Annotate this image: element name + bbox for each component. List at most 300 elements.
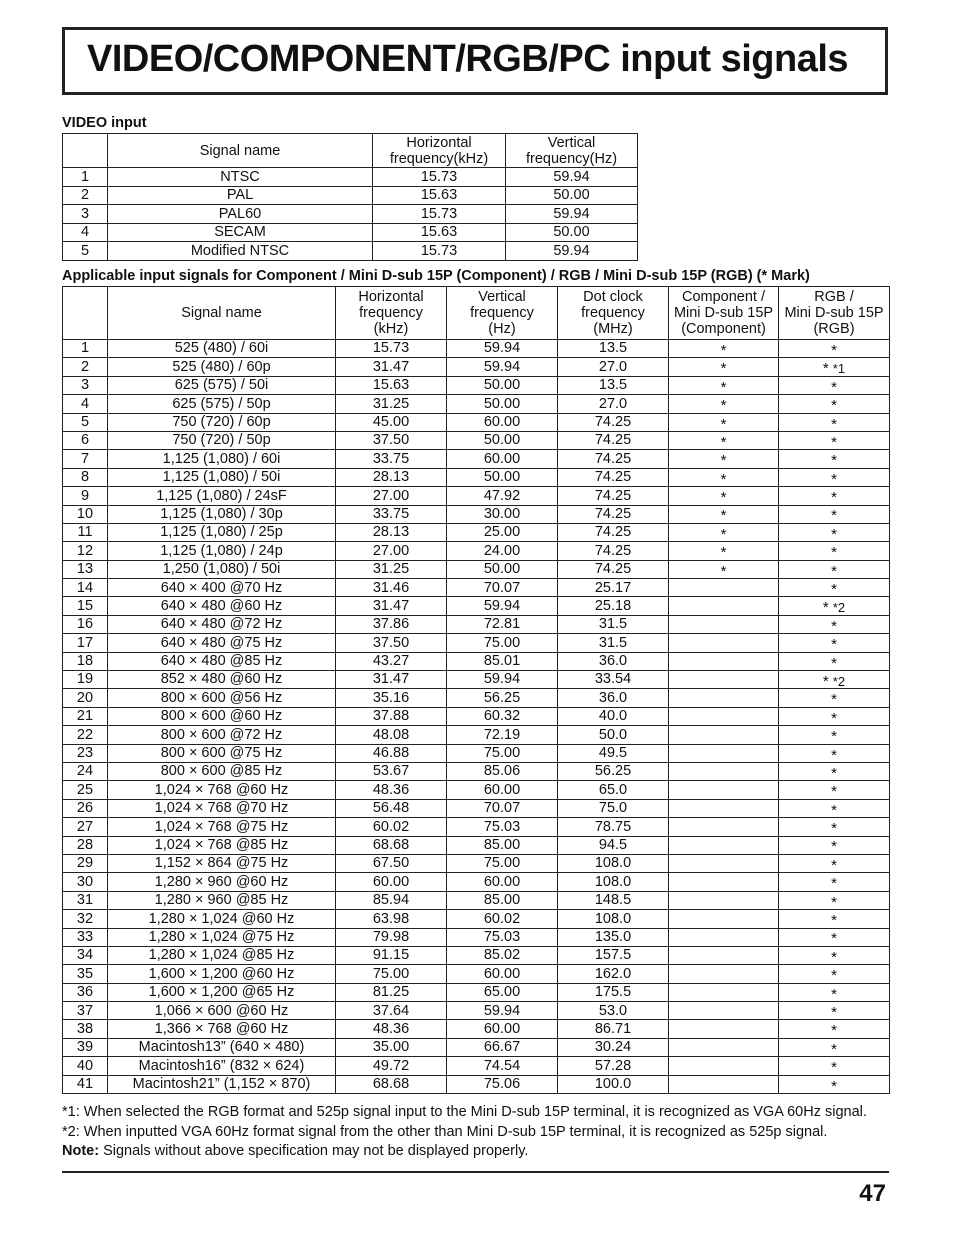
video-header-0	[63, 134, 108, 168]
component-signals-table	[62, 286, 890, 1094]
video-header-3: Vertical frequency(Hz)	[506, 134, 638, 168]
table-cell: 625 (575) / 50p	[108, 395, 336, 413]
table-cell: 1,125 (1,080) / 50i	[108, 468, 336, 486]
table-cell: 60.02	[447, 910, 558, 928]
footnote-ref: *2	[832, 673, 846, 689]
table-cell: 15.73	[373, 242, 506, 261]
mark-star: *	[720, 378, 727, 395]
table-cell: 1,125 (1,080) / 24p	[108, 542, 336, 560]
mark-star: *	[720, 525, 727, 542]
table-cell: 31.46	[336, 579, 447, 597]
table-cell: 85.06	[447, 762, 558, 780]
component-header-2: Horizontal frequency (kHz)	[336, 287, 447, 340]
rgb-mark-cell	[779, 1057, 890, 1075]
page-number: 47	[859, 1180, 886, 1207]
footer-rule	[62, 1171, 889, 1173]
table-cell: 75.06	[447, 1075, 558, 1093]
table-cell: 31	[63, 891, 108, 909]
table-cell: 60.02	[336, 818, 447, 836]
table-cell: 33.54	[558, 671, 669, 689]
mark-star: *	[720, 562, 727, 579]
component-mark-cell	[669, 762, 779, 780]
table-cell: 31.25	[336, 395, 447, 413]
component-header-5: Component / Mini D-sub 15P (Component)	[669, 287, 779, 340]
table-row	[63, 395, 890, 413]
mark-star: *	[831, 341, 837, 358]
table-cell: 525 (480) / 60p	[108, 358, 336, 376]
table-cell: 8	[63, 468, 108, 486]
component-mark-cell	[669, 340, 779, 358]
mark-star: *	[831, 930, 837, 947]
rgb-mark-cell	[779, 431, 890, 449]
table-cell: 800 × 600 @60 Hz	[108, 707, 336, 725]
table-cell: 85.00	[447, 836, 558, 854]
table-cell: 37.50	[336, 431, 447, 449]
table-cell: 59.94	[447, 340, 558, 358]
table-row	[63, 450, 890, 468]
mark-star: *	[831, 1040, 837, 1057]
table-cell: 31.5	[558, 615, 669, 633]
table-cell: 74.25	[558, 542, 669, 560]
footnote-2: *2: When inputted VGA 60Hz format signal from the other than Mini D-sub 15P terminal, it is recognized as 525p signal.	[62, 1123, 828, 1140]
table-cell: 1,280 × 960 @60 Hz	[108, 873, 336, 891]
table-cell: 148.5	[558, 891, 669, 909]
table-cell: 28.13	[336, 523, 447, 541]
table-cell: 625 (575) / 50i	[108, 376, 336, 394]
table-cell: 22	[63, 726, 108, 744]
table-row	[63, 468, 890, 486]
table-cell: 25	[63, 781, 108, 799]
table-cell: PAL	[108, 186, 373, 205]
table-cell: 72.19	[447, 726, 558, 744]
table-cell: 1,280 × 1,024 @60 Hz	[108, 910, 336, 928]
component-mark-cell	[669, 450, 779, 468]
table-row	[63, 168, 638, 187]
video-section-label: VIDEO input	[62, 115, 147, 131]
rgb-mark-cell	[779, 413, 890, 431]
table-cell: 59.94	[447, 358, 558, 376]
table-cell: 49.5	[558, 744, 669, 762]
table-cell: 800 × 600 @75 Hz	[108, 744, 336, 762]
table-cell: 640 × 480 @75 Hz	[108, 634, 336, 652]
rgb-mark-cell	[779, 910, 890, 928]
mark-star: *	[720, 452, 727, 469]
component-mark-cell	[669, 781, 779, 799]
table-cell: 75.00	[447, 634, 558, 652]
table-cell: 27.0	[558, 358, 669, 376]
table-cell: 2	[63, 186, 108, 205]
mark-star: *	[720, 470, 727, 487]
table-cell: 19	[63, 671, 108, 689]
rgb-mark-cell	[779, 340, 890, 358]
table-cell: 15.63	[373, 186, 506, 205]
table-cell: 50.00	[506, 186, 638, 205]
table-cell: 37.50	[336, 634, 447, 652]
component-mark-cell	[669, 744, 779, 762]
table-cell: 33	[63, 928, 108, 946]
table-cell: 36.0	[558, 652, 669, 670]
table-cell: 74.25	[558, 431, 669, 449]
component-mark-cell	[669, 487, 779, 505]
table-cell: 81.25	[336, 983, 447, 1001]
component-mark-cell	[669, 928, 779, 946]
table-row	[63, 431, 890, 449]
mark-star: *	[831, 801, 837, 818]
rgb-mark-cell	[779, 1038, 890, 1056]
table-row	[63, 597, 890, 615]
table-cell: 3	[63, 376, 108, 394]
table-row	[63, 523, 890, 541]
component-mark-cell	[669, 413, 779, 431]
note-line	[62, 1142, 867, 1162]
table-cell: 1,024 × 768 @60 Hz	[108, 781, 336, 799]
table-cell: 100.0	[558, 1075, 669, 1093]
rgb-mark-cell	[779, 726, 890, 744]
table-cell: Macintosh16” (832 × 624)	[108, 1057, 336, 1075]
title-box	[62, 27, 888, 95]
table-cell: 1,125 (1,080) / 60i	[108, 450, 336, 468]
rgb-mark-cell	[779, 965, 890, 983]
mark-star: *	[831, 397, 837, 414]
table-cell: 79.98	[336, 928, 447, 946]
table-cell: 75.00	[447, 854, 558, 872]
table-cell: 85.94	[336, 891, 447, 909]
rgb-mark-cell	[779, 579, 890, 597]
component-mark-cell	[669, 818, 779, 836]
component-header-row	[63, 287, 890, 340]
table-cell: 60.00	[447, 873, 558, 891]
mark-star: *	[720, 415, 727, 432]
table-cell: 28	[63, 836, 108, 854]
table-cell: 74.25	[558, 413, 669, 431]
table-cell: 50.00	[447, 560, 558, 578]
table-cell: 13	[63, 560, 108, 578]
component-mark-cell	[669, 597, 779, 615]
rgb-mark-cell	[779, 781, 890, 799]
table-cell: 1	[63, 168, 108, 187]
table-cell: 35.00	[336, 1038, 447, 1056]
table-cell: 57.28	[558, 1057, 669, 1075]
mark-star: *	[831, 378, 837, 395]
table-cell: 24.00	[447, 542, 558, 560]
rgb-mark-cell	[779, 762, 890, 780]
table-cell: 108.0	[558, 873, 669, 891]
table-cell: 1,366 × 768 @60 Hz	[108, 1020, 336, 1038]
table-cell: 74.25	[558, 560, 669, 578]
table-cell: 78.75	[558, 818, 669, 836]
mark-star: *	[831, 948, 837, 965]
table-cell: 59.94	[506, 168, 638, 187]
video-header-row	[63, 134, 638, 168]
component-mark-cell	[669, 560, 779, 578]
rgb-mark-cell	[779, 744, 890, 762]
table-cell: 75.00	[336, 965, 447, 983]
table-cell: PAL60	[108, 205, 373, 224]
table-row	[63, 615, 890, 633]
rgb-mark-cell	[779, 873, 890, 891]
table-cell: 60.00	[447, 781, 558, 799]
table-cell: 31.47	[336, 597, 447, 615]
mark-star: *	[831, 525, 837, 542]
table-cell: 74.25	[558, 450, 669, 468]
table-cell: 65.0	[558, 781, 669, 799]
table-cell: 20	[63, 689, 108, 707]
table-cell: 50.00	[447, 468, 558, 486]
rgb-mark-cell	[779, 358, 890, 376]
footnote-ref: *1	[832, 361, 846, 377]
table-cell: 68.68	[336, 836, 447, 854]
table-row	[63, 505, 890, 523]
table-cell: 66.67	[447, 1038, 558, 1056]
table-cell: 12	[63, 542, 108, 560]
table-row	[63, 707, 890, 725]
table-row	[63, 1075, 890, 1093]
table-cell: 16	[63, 615, 108, 633]
mark-star: *	[720, 397, 727, 414]
table-cell: 53.0	[558, 1002, 669, 1020]
mark-star: *	[720, 544, 727, 561]
table-row	[63, 689, 890, 707]
table-cell: 27.0	[558, 395, 669, 413]
component-mark-cell	[669, 1075, 779, 1093]
table-cell: 4	[63, 223, 108, 242]
component-mark-cell	[669, 395, 779, 413]
table-cell: Macintosh13” (640 × 480)	[108, 1038, 336, 1056]
mark-star: *	[831, 489, 837, 506]
table-cell: 94.5	[558, 836, 669, 854]
table-row	[63, 726, 890, 744]
table-cell: 45.00	[336, 413, 447, 431]
table-cell: 60.00	[336, 873, 447, 891]
table-cell: 70.07	[447, 799, 558, 817]
note-label: Note:	[62, 1143, 100, 1159]
table-cell: 48.08	[336, 726, 447, 744]
table-cell: 15.73	[373, 168, 506, 187]
table-cell: 13.5	[558, 376, 669, 394]
table-cell: 47.92	[447, 487, 558, 505]
table-row	[63, 1057, 890, 1075]
table-row	[63, 186, 638, 205]
table-cell: 30	[63, 873, 108, 891]
component-mark-cell	[669, 1002, 779, 1020]
table-cell: 17	[63, 634, 108, 652]
component-mark-cell	[669, 542, 779, 560]
table-cell: 68.68	[336, 1075, 447, 1093]
table-cell: 50.00	[447, 431, 558, 449]
table-cell: 70.07	[447, 579, 558, 597]
component-mark-cell	[669, 376, 779, 394]
table-cell: 74.25	[558, 523, 669, 541]
mark-star: *	[831, 415, 837, 432]
table-row	[63, 579, 890, 597]
component-mark-cell	[669, 615, 779, 633]
table-cell: 31.47	[336, 671, 447, 689]
table-row	[63, 873, 890, 891]
mark-star: *	[831, 875, 837, 892]
mark-star: *	[831, 470, 837, 487]
table-row	[63, 560, 890, 578]
table-cell: 135.0	[558, 928, 669, 946]
component-mark-cell	[669, 983, 779, 1001]
table-cell: 56.48	[336, 799, 447, 817]
component-mark-cell	[669, 523, 779, 541]
table-cell: 1,024 × 768 @75 Hz	[108, 818, 336, 836]
table-cell: 7	[63, 450, 108, 468]
table-row	[63, 634, 890, 652]
table-cell: 59.94	[447, 597, 558, 615]
page-title: VIDEO/COMPONENT/RGB/PC input signals	[87, 38, 849, 80]
table-cell: 36	[63, 983, 108, 1001]
table-cell: 10	[63, 505, 108, 523]
table-cell: 37.86	[336, 615, 447, 633]
table-cell: 75.00	[447, 744, 558, 762]
table-cell: 59.94	[447, 671, 558, 689]
rgb-mark-cell	[779, 1020, 890, 1038]
rgb-mark-cell	[779, 487, 890, 505]
table-cell: 85.02	[447, 946, 558, 964]
table-cell: 24	[63, 762, 108, 780]
table-row	[63, 928, 890, 946]
table-row	[63, 818, 890, 836]
mark-star: *	[831, 544, 837, 561]
mark-star: *	[831, 654, 837, 671]
table-cell: 640 × 480 @72 Hz	[108, 615, 336, 633]
table-cell: 50.00	[447, 395, 558, 413]
table-cell: 800 × 600 @85 Hz	[108, 762, 336, 780]
component-mark-cell	[669, 873, 779, 891]
table-cell: 75.0	[558, 799, 669, 817]
rgb-mark-cell	[779, 818, 890, 836]
table-cell: 60.00	[447, 450, 558, 468]
rgb-mark-cell	[779, 615, 890, 633]
mark-star: *	[720, 433, 727, 450]
table-cell: 59.94	[447, 1002, 558, 1020]
table-cell: 800 × 600 @72 Hz	[108, 726, 336, 744]
rgb-mark-cell	[779, 891, 890, 909]
component-section-label: Applicable input signals for Component / Mini D-sub 15P (Component) / RGB / Mini D-sub 15P (RGB) (* Mark)	[62, 268, 810, 284]
table-cell: 108.0	[558, 854, 669, 872]
table-cell: 59.94	[506, 242, 638, 261]
component-header-6: RGB / Mini D-sub 15P (RGB)	[779, 287, 890, 340]
mark-star: *	[831, 562, 837, 579]
table-cell: 41	[63, 1075, 108, 1093]
table-cell: 175.5	[558, 983, 669, 1001]
table-row	[63, 242, 638, 261]
table-cell: 34	[63, 946, 108, 964]
footnotes	[62, 1103, 867, 1162]
table-cell: 1,066 × 600 @60 Hz	[108, 1002, 336, 1020]
table-cell: 60.00	[447, 413, 558, 431]
video-header-1: Signal name	[108, 134, 373, 168]
table-row	[63, 781, 890, 799]
mark-star: *	[831, 783, 837, 800]
table-cell: 750 (720) / 50p	[108, 431, 336, 449]
table-cell: 37.64	[336, 1002, 447, 1020]
component-mark-cell	[669, 689, 779, 707]
table-cell: 750 (720) / 60p	[108, 413, 336, 431]
table-cell: 1,125 (1,080) / 25p	[108, 523, 336, 541]
table-row	[63, 891, 890, 909]
table-cell: 1,280 × 1,024 @75 Hz	[108, 928, 336, 946]
table-cell: 46.88	[336, 744, 447, 762]
mark-star: *	[831, 838, 837, 855]
rgb-mark-cell	[779, 799, 890, 817]
component-header-3: Vertical frequency (Hz)	[447, 287, 558, 340]
table-cell: 1,600 × 1,200 @60 Hz	[108, 965, 336, 983]
table-cell: 26	[63, 799, 108, 817]
table-cell: 40	[63, 1057, 108, 1075]
table-cell: 39	[63, 1038, 108, 1056]
table-row	[63, 413, 890, 431]
table-cell: 35.16	[336, 689, 447, 707]
mark-star: *	[831, 856, 837, 873]
mark-star: *	[831, 433, 837, 450]
rgb-mark-cell	[779, 560, 890, 578]
mark-star: *	[831, 581, 837, 597]
table-cell: 50.0	[558, 726, 669, 744]
table-row	[63, 671, 890, 689]
component-mark-cell	[669, 891, 779, 909]
rgb-mark-cell	[779, 523, 890, 541]
table-cell: 36.0	[558, 689, 669, 707]
mark-star: *	[831, 967, 837, 984]
table-cell: 75.03	[447, 928, 558, 946]
table-cell: 48.36	[336, 1020, 447, 1038]
rgb-mark-cell	[779, 1075, 890, 1093]
rgb-mark-cell	[779, 854, 890, 872]
component-mark-cell	[669, 505, 779, 523]
component-header-4: Dot clock frequency (MHz)	[558, 287, 669, 340]
table-cell: 21	[63, 707, 108, 725]
rgb-mark-cell	[779, 450, 890, 468]
table-row	[63, 1020, 890, 1038]
table-cell: 1,280 × 1,024 @85 Hz	[108, 946, 336, 964]
mark-star: *	[831, 912, 837, 928]
table-cell: 63.98	[336, 910, 447, 928]
component-mark-cell	[669, 358, 779, 376]
table-cell: 85.00	[447, 891, 558, 909]
table-cell: 72.81	[447, 615, 558, 633]
table-row	[63, 652, 890, 670]
component-mark-cell	[669, 579, 779, 597]
table-row	[63, 965, 890, 983]
table-cell: Modified NTSC	[108, 242, 373, 261]
component-mark-cell	[669, 634, 779, 652]
component-mark-cell	[669, 836, 779, 854]
rgb-mark-cell	[779, 634, 890, 652]
table-cell: 74.25	[558, 505, 669, 523]
mark-star: *	[831, 764, 837, 781]
table-cell: 50.00	[506, 223, 638, 242]
component-mark-cell	[669, 799, 779, 817]
mark-star: *	[822, 672, 829, 689]
mark-star: *	[831, 1022, 837, 1039]
footnote-1: *1: When selected the RGB format and 525p signal input to the Mini D-sub 15P terminal, it is recognized as VGA 60Hz signal.	[62, 1104, 867, 1120]
table-cell: 30.24	[558, 1038, 669, 1056]
component-mark-cell	[669, 707, 779, 725]
component-mark-cell	[669, 1057, 779, 1075]
mark-star: *	[831, 691, 837, 708]
table-cell: 29	[63, 854, 108, 872]
component-header-1: Signal name	[108, 287, 336, 340]
table-row	[63, 487, 890, 505]
mark-star: *	[720, 507, 727, 524]
component-mark-cell	[669, 946, 779, 964]
mark-star: *	[831, 893, 837, 910]
video-input-table	[62, 133, 638, 261]
rgb-mark-cell	[779, 983, 890, 1001]
table-cell: 27.00	[336, 542, 447, 560]
